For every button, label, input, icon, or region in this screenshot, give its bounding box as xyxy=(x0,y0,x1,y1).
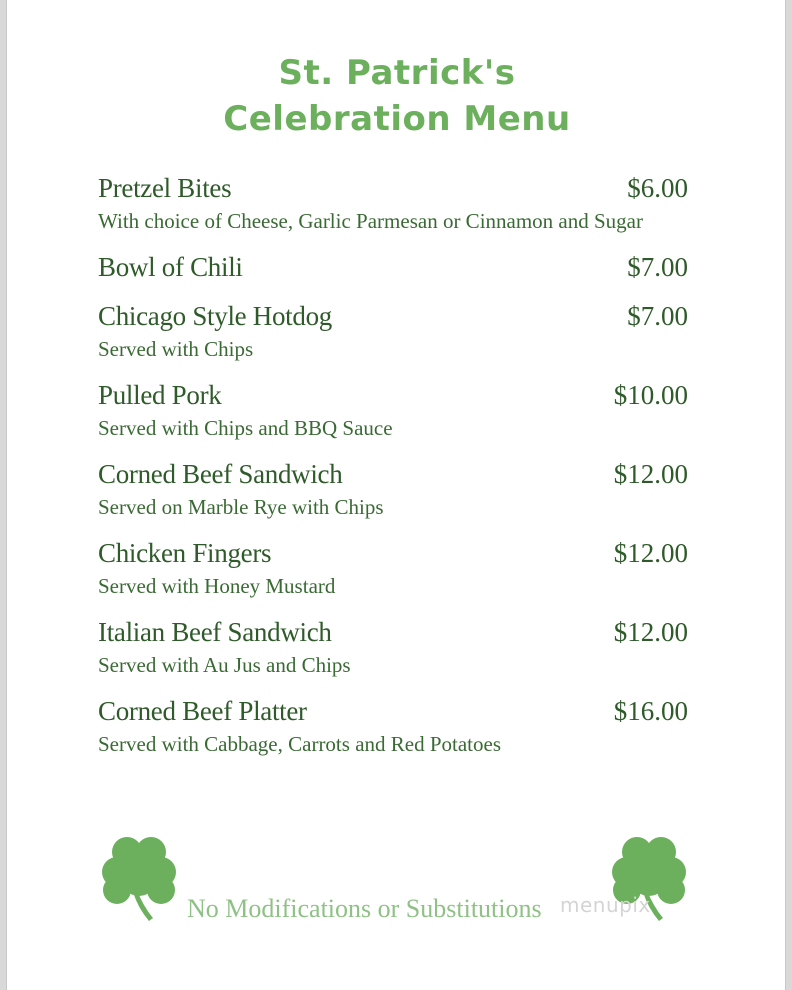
menu-item-name: Pulled Pork xyxy=(98,380,222,410)
menu-item-name: Corned Beef Platter xyxy=(98,696,307,726)
menu-item-price: $12.00 xyxy=(613,459,688,489)
menu-item-price: $7.00 xyxy=(627,252,688,282)
menu-item-price: $7.00 xyxy=(627,301,688,331)
menu-item xyxy=(98,249,688,285)
menu-item xyxy=(98,456,688,522)
menu-item-description: Served with Au Jus and Chips xyxy=(98,653,351,677)
menu-item xyxy=(98,614,688,680)
menu-title xyxy=(7,50,787,142)
menu-item-description: Served on Marble Rye with Chips xyxy=(98,495,384,519)
menu-item-name: Bowl of Chili xyxy=(98,252,243,282)
menu-item-price: $16.00 xyxy=(613,696,688,726)
menu-title-line-1: St. Patrick's xyxy=(278,53,516,93)
menu-item-price: $12.00 xyxy=(613,617,688,647)
menu-item-description: Served with Cabbage, Carrots and Red Potatoes xyxy=(98,732,501,756)
shamrock-icon xyxy=(97,830,181,922)
menu-item-price: $6.00 xyxy=(627,173,688,203)
menu-item-name: Corned Beef Sandwich xyxy=(98,459,343,489)
menu-item-name: Chicago Style Hotdog xyxy=(98,301,332,331)
no-substitutions-note: No Modifications or Substitutions xyxy=(187,894,542,923)
menu-item-price: $10.00 xyxy=(613,380,688,410)
menu-items-list xyxy=(98,170,688,772)
menu-item-description: Served with Chips and BBQ Sauce xyxy=(98,416,393,440)
menu-item-description: Served with Chips xyxy=(98,337,254,361)
menu-item-name: Chicken Fingers xyxy=(98,538,272,568)
menu-item-price: $12.00 xyxy=(613,538,688,568)
menu-item-description: With choice of Cheese, Garlic Parmesan or Cinnamon and Sugar xyxy=(98,209,643,233)
menu-page xyxy=(6,0,786,990)
menu-item-name: Italian Beef Sandwich xyxy=(98,617,332,647)
menu-title-line-2: Celebration Menu xyxy=(223,99,571,139)
menu-item-description: Served with Honey Mustard xyxy=(98,574,336,598)
menu-item xyxy=(98,535,688,601)
menu-item xyxy=(98,298,688,364)
menu-item xyxy=(98,170,688,236)
menu-item-name: Pretzel Bites xyxy=(98,173,232,203)
menu-item xyxy=(98,377,688,443)
menu-item xyxy=(98,693,688,759)
watermark: menupix xyxy=(560,893,651,917)
